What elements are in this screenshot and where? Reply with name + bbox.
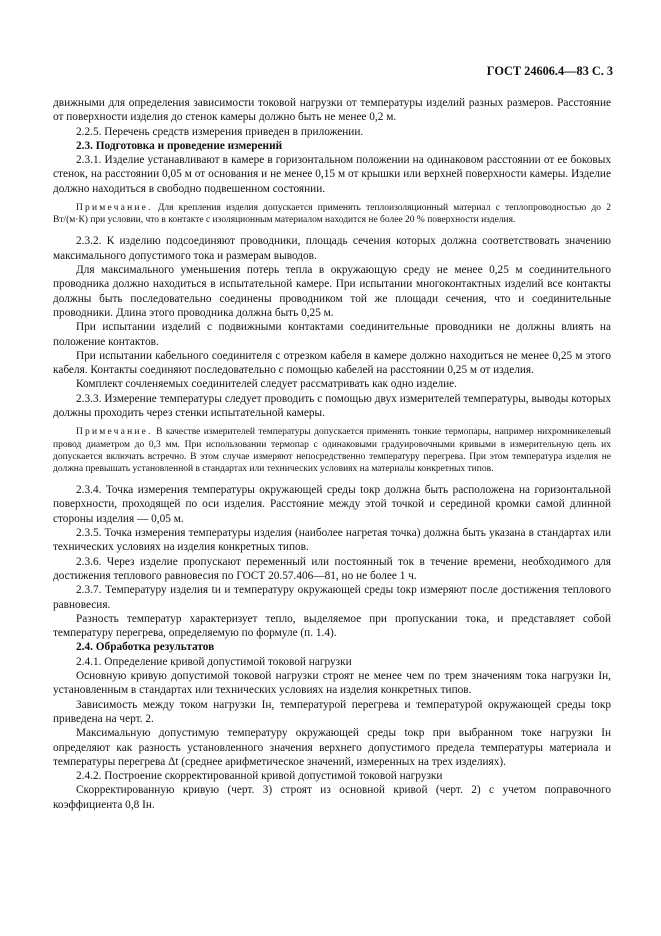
paragraph: При испытании изделий с подвижными контактами соединительные проводники не должны влиять на положение контактов. [53,321,611,348]
paragraph: 2.3.4. Точка измерения температуры окружающей среды tокр должна быть расположена на горизонтальной поверхности, проходящей по оси изделия. Расстояние между этой точкой и серединой кромки самой длинной стороны изделия — 0,05 м. [53,484,611,525]
paragraph: 2.3.5. Точка измерения температуры изделия (наиболее нагретая точка) должна быть указана в стандартах или технических условиях на изделия конкретных типов. [53,527,611,554]
note-text: Для крепления изделия допускается применять теплоизоляционный материал с теплопроводностью до 2 Вт/(м·К) при условии, что в контакте с изоляционным материалом находится не более 20 % поверхности изделия. [53,203,611,226]
paragraph: 2.4.1. Определение кривой допустимой токовой нагрузки [76,655,352,668]
paragraph: 2.4.2. Построение скорректированной кривой допустимой токовой нагрузки [76,770,443,783]
paragraph: Максимальную допустимую температуру окружающей среды tокр при выбранном токе нагрузки Iн определяют как разность установленного значения верхнего допустимого предела температуры материала и температуры перегрева Δt (среднее арифметическое значений, измеренных на трех изделиях). [53,727,611,768]
paragraph: Основную кривую допустимой токовой нагрузки строят не менее чем по трем значениям тока нагрузки Iн, установленным в стандартах или технических условиях на изделия конкретных типов. [53,670,611,697]
note [53,202,611,226]
paragraph: Для максимального уменьшения потерь тепла в окружающую среду не менее 0,25 м соединительного проводника должно находиться в испытательной камере. При испытании многоконтактных изделий все контакты должны быть последовательно соединены проводником той же площади сечения, что и соединительные проводники. Длина этого проводника должна быть 0,25 м. [53,264,611,319]
paragraph: Зависимость между током нагрузки Iн, температурой перегрева и температурой окружающей среды tокр приведена на черт. 2. [53,698,611,725]
paragraph: 2.3.1. Изделие устанавливают в камере в горизонтальном положении на одинаковом расстоянии от ее боковых стенок, на расстоянии 0,05 м от основания и не менее 0,15 м от крышки или верхней поверхности камеры. Изделие должно находиться в свободно подвешенном состоянии. [53,154,611,195]
page-header: ГОСТ 24606.4—83 С. 3 [486,64,613,78]
paragraph: движными для определения зависимости токовой нагрузки от температуры изделий разных размеров. Расстояние от поверхности изделия до стенок камеры должно быть не менее 0,2 м. [53,97,611,124]
paragraph: 2.3.7. Температуру изделия tи и температуру окружающей среды tокр измеряют после достижения теплового равновесия. [53,584,611,611]
note-text: В качестве измерителей температуры допускается применять тонкие термопары, например нихромникелевый провод диаметром до 0,3 мм. При использовании термопар с одинаковыми градуировочными кривыми в измерительную цепь их допускается включать встречно. В этом случае измеряют непосредственно температуру перегрева. При этом температура изделия не должна превышать установленной в стандартах или технических условиях на материалы конкретных типов. [53,427,611,474]
section-heading: 2.3. Подготовка и проведение измерений [76,139,283,152]
paragraph: 2.3.6. Через изделие пропускают переменный или постоянный ток в течение времени, необходимого для достижения теплового равновесия по ГОСТ 20.57.406—81, но не более 1 ч. [53,555,611,582]
section-heading: 2.4. Обработка результатов [76,641,215,654]
note [53,426,611,475]
note-label: Примечание. [76,427,153,438]
paragraph: Скорректированную кривую (черт. 3) строят из основной кривой (черт. 2) с учетом поправочного коэффициента 0,8 Iн. [53,784,611,811]
document-body [53,96,611,812]
paragraph: Комплект сочленяемых соединителей следует рассматривать как одно изделие. [76,378,457,391]
paragraph: 2.2.5. Перечень средств измерения приведен в приложении. [76,125,364,138]
paragraph: Разность температур характеризует тепло, выделяемое при пропускании тока, и представляет собой температуру перегрева, определяемую по формуле (п. 1.4). [53,612,611,640]
paragraph: При испытании кабельного соединителя с отрезком кабеля в камере должно находиться не менее 0,25 м этого кабеля. Контакты соединяют последовательно с помощью кабелей на расстоянии 0,25 м от изделия. [53,349,611,377]
note-label: Примечание. [76,203,153,214]
paragraph: 2.3.2. К изделию подсоединяют проводники, площадь сечения которых должна соответствовать значению максимального допустимого тока и размерам выводов. [53,235,611,262]
paragraph: 2.3.3. Измерение температуры следует проводить с помощью двух измерителей температуры, выводы которых должны проходить через стенки испытательной камеры. [53,392,611,420]
